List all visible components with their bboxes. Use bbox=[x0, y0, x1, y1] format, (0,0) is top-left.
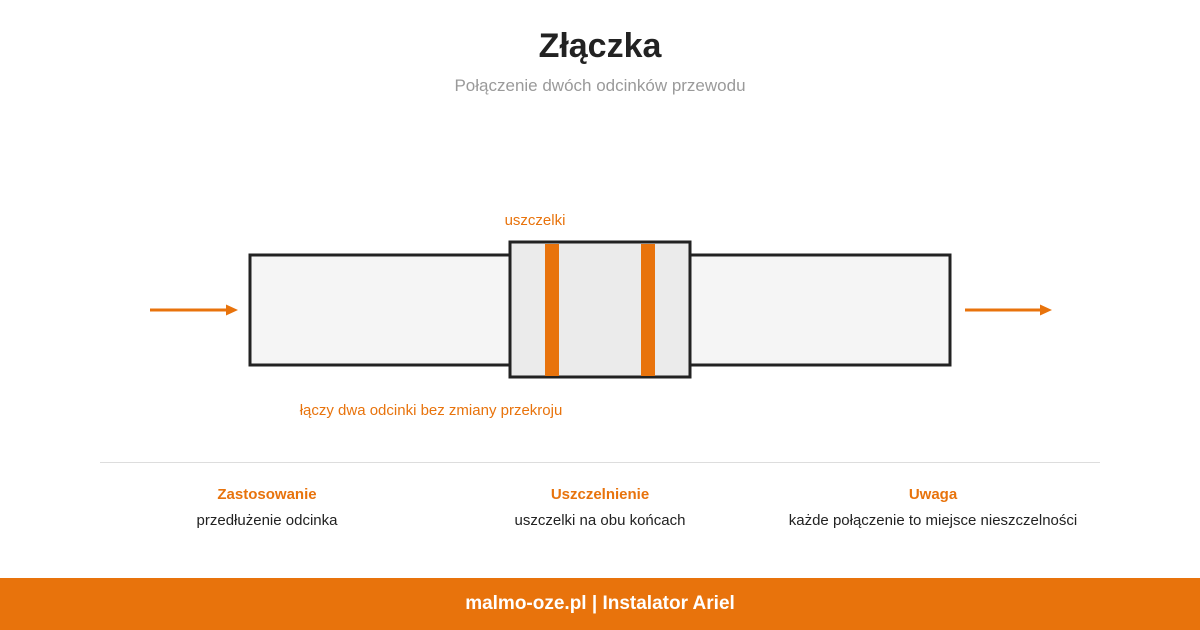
outlet-flow-arrow bbox=[965, 305, 1052, 316]
seal-right bbox=[641, 244, 655, 376]
seal-left bbox=[545, 244, 559, 376]
info-usage bbox=[87, 486, 447, 530]
info-usage-text: przedłużenie odcinka bbox=[196, 512, 338, 529]
info-sealing bbox=[420, 486, 780, 530]
info-warning-heading: Uwaga bbox=[908, 486, 958, 503]
info-warning bbox=[753, 486, 1113, 530]
footer-bar bbox=[0, 578, 1200, 630]
info-usage-heading: Zastosowanie bbox=[217, 486, 317, 503]
coupling-body bbox=[510, 242, 690, 377]
info-warning-text: każde połączenie to miejsce nieszczelności bbox=[788, 512, 1078, 529]
section-divider bbox=[100, 462, 1100, 463]
inlet-flow-arrow bbox=[150, 305, 238, 316]
diagram-caption: łączy dwa odcinki bez zmiany przekroju bbox=[299, 402, 563, 419]
seals-label: uszczelki bbox=[504, 212, 566, 229]
left-pipe-segment bbox=[250, 255, 512, 365]
right-pipe-segment bbox=[688, 255, 950, 365]
footer-text: malmo-oze.pl | Instalator Ariel bbox=[465, 593, 735, 614]
page-subtitle: Połączenie dwóch odcinków przewodu bbox=[454, 76, 746, 95]
page-title: Złączka bbox=[538, 27, 662, 65]
info-sealing-heading: Uszczelnienie bbox=[550, 486, 650, 503]
info-sealing-text: uszczelki na obu końcach bbox=[514, 512, 686, 529]
